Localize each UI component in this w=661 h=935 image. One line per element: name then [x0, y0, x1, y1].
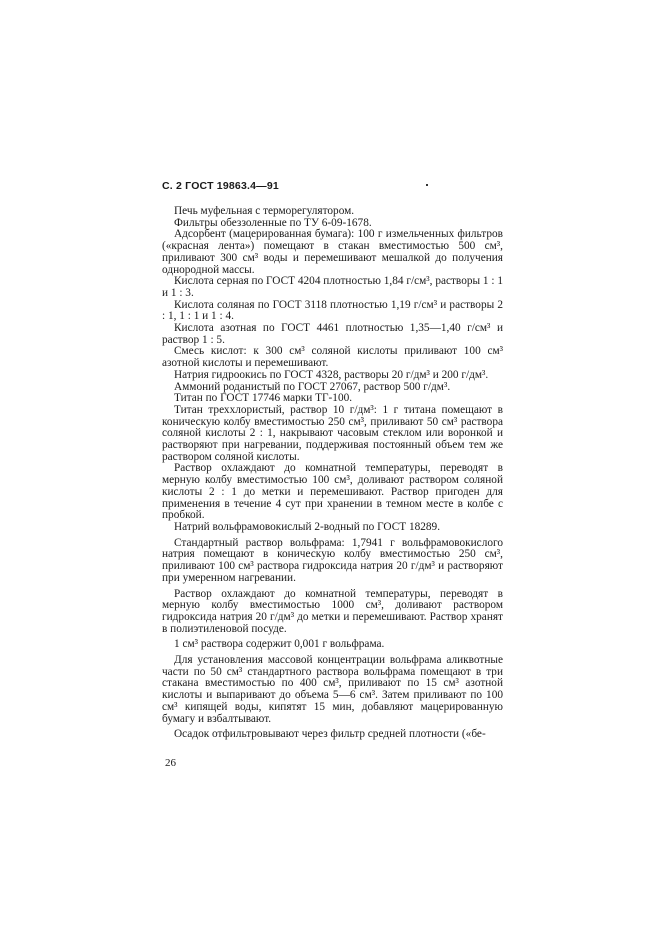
paragraph: Раствор охлаждают до комнатной температуры, переводят в мерную колбу вместимостью 1000 см³, доливают раствором гидроксида натрия 20 г/дм³ до метки и перемешивают. Раствор хранят в полиэтиленовой посуде.: [162, 587, 503, 635]
paragraph: Адсорбент (мацерированная бумага): 100 г измельченных фильтров («красная лента») помещают в стакан вместимостью 500 см³, приливают 300 см³ воды и перемешивают мешалкой до получения однородной массы.: [162, 228, 503, 276]
paragraph: Натрий вольфрамовокислый 2-водный по ГОСТ 18289.: [174, 520, 441, 533]
paragraph: Кислота серная по ГОСТ 4204 плотностью 1,84 г/см³, растворы 1 : 1 и 1 : 3.: [162, 275, 503, 299]
paragraph: Натрия гидроокись по ГОСТ 4328, растворы 20 г/дм³ и 200 г/дм³.: [174, 368, 489, 381]
paragraph: Смесь кислот: к 300 см³ соляной кислоты приливают 100 см³ азотной кислоты и перемешивают.: [162, 345, 503, 370]
paragraph: 1 см³ раствора содержит 0,001 г вольфрама.: [174, 638, 385, 651]
paragraph: Печь муфельная с терморегулятором.: [174, 205, 355, 217]
paragraph: Аммоний роданистый по ГОСТ 27067, раствор 500 г/дм³.: [174, 380, 451, 393]
scan-speck: [426, 184, 428, 186]
paragraph: Раствор охлаждают до комнатной температуры, переводят в мерную колбу вместимостью 100 см³, доливают раствором соляной кислоты 2 : 1 до метки и перемешивают. Раствор пригоден для применения в течение 4 сут при хранении в темном месте в колбе с пробкой.: [162, 462, 503, 522]
running-header: С. 2 ГОСТ 19863.4—91: [162, 180, 279, 192]
paragraph: Для установления массовой концентрации вольфрама аликвотные части по 50 см³ стандартного раствора вольфрама помещают в три стакана вместимостью по 400 см³, приливают по 15 см³ азотной кислоты и выпаривают до объема 5—6 см³. Затем приливают по 100 см³ кипящей воды, кипятят 15 мин, добавляют мацерированную бумагу и взбалтывают.: [162, 654, 503, 725]
paragraph: Кислота соляная по ГОСТ 3118 плотностью 1,19 г/см³ и растворы 2 : 1, 1 : 1 и 1 : 4.: [162, 298, 503, 323]
paragraph: Стандартный раствор вольфрама: 1,7941 г вольфрамовокислого натрия помещают в коническую колбу вместимостью 250 см³, приливают 100 см³ раствора гидроксида натрия 20 г/дм³ и растворяют при умеренном нагревании.: [162, 536, 503, 584]
document-body: [162, 206, 503, 741]
paragraph: Титан по ГОСТ 17746 марки ТГ-100.: [174, 392, 353, 405]
paragraph: Фильтры обеззоленные по ТУ 6-09-1678.: [174, 216, 372, 229]
paragraph: Титан треххлористый, раствор 10 г/дм³: 1 г титана помещают в коническую колбу вместимостью 250 см³, приливают 50 см³ раствора соляной кислоты 2 : 1, накрывают часовым стеклом или воронкой и растворяют при нагревании, поддерживая постоянный объем тем же раствором соляной кислоты.: [162, 403, 503, 463]
paragraph: Осадок отфильтровывают через фильтр средней плотности («бе-: [174, 728, 486, 741]
paragraph: Кислота азотная по ГОСТ 4461 плотностью 1,35—1,40 г/см³ и раствор 1 : 5.: [162, 322, 503, 346]
page-number: 26: [165, 757, 176, 769]
